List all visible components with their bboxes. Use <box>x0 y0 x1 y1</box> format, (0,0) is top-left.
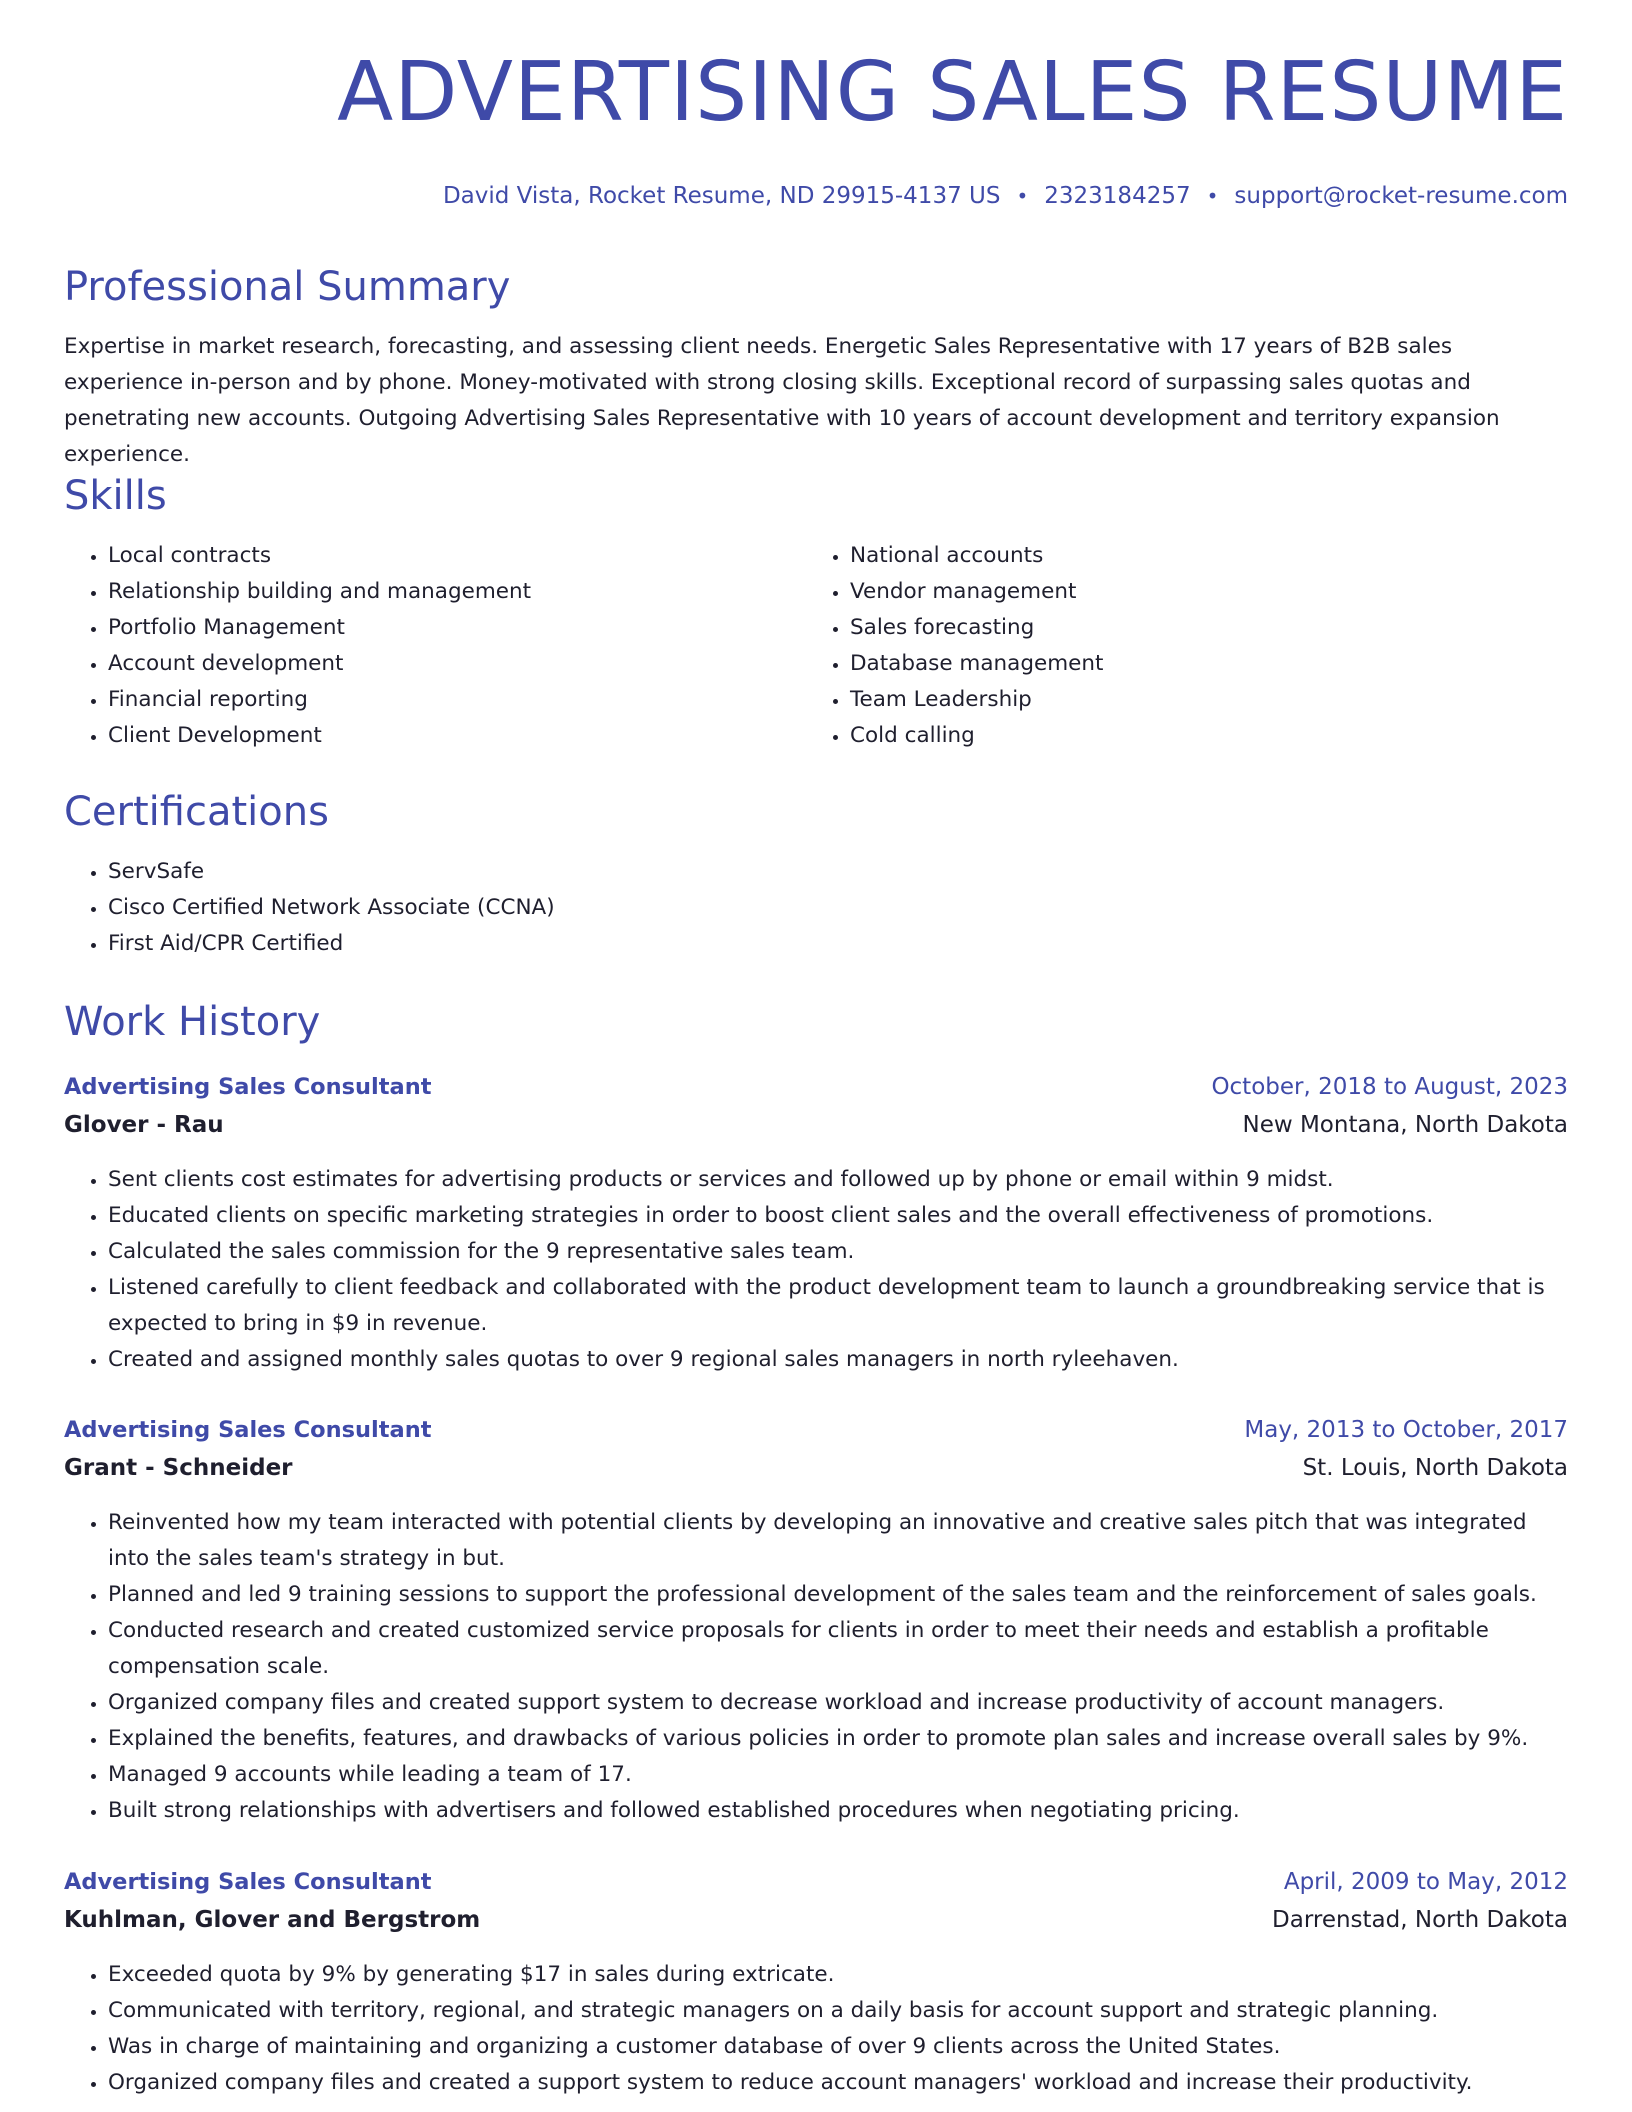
skill-item: • National accounts <box>850 538 1548 574</box>
contact-line <box>443 183 1568 209</box>
skill-item: • Local contracts <box>108 538 806 574</box>
certification-item: • Cisco Certified Network Associate (CCNA) <box>108 890 1568 926</box>
job-bullet: • Communicated with territory, regional, and strategic managers on a daily basis for account support and strategic planning. <box>108 1993 1568 2029</box>
job-header <box>64 1869 1568 1945</box>
job-bullets <box>64 1162 1568 1378</box>
skill-item: • Database management <box>850 646 1548 682</box>
job-bullet: • Listened carefully to client feedback and collaborated with the product development team to launch a groundbreaking service that is expected to bring in $9 in revenue. <box>108 1270 1568 1342</box>
job-bullet: • Managed 9 accounts while leading a team of 17. <box>108 1757 1568 1793</box>
summary-text: Expertise in market research, forecasting, and assessing client needs. Energetic Sales Representative with 17 years of B2B sales experience in-person and by phone. Money-motivated with strong closing skills. Exceptional record of surpassing sales quotas and penetrating new accounts. Outgoing Advertising Sales Representative with 10 years of account development and territory expansion experience. <box>64 334 1500 467</box>
summary-heading: Professional Summary <box>64 264 511 310</box>
job-bullet: • Educated clients on specific marketing strategies in order to boost client sales and the overall effectiveness of promotions. <box>108 1198 1568 1234</box>
skill-item: • Account development <box>108 646 806 682</box>
work-history-heading: Work History <box>64 999 321 1045</box>
job-location: New Montana, North Dakota <box>1242 1112 1568 1138</box>
resume-title: ADVERTISING SALES RESUME <box>337 45 1568 140</box>
skill-item: • Relationship building and management <box>108 574 806 610</box>
job-entry <box>64 1869 1568 2101</box>
job-header <box>64 1417 1568 1493</box>
job-company: Grant - Schneider <box>64 1455 293 1481</box>
job-entry <box>64 1417 1568 1829</box>
contact-phone: 2323184257 <box>1044 183 1191 209</box>
job-bullet: • Created and assigned monthly sales quotas to over 9 regional sales managers in north ryleehaven. <box>108 1342 1568 1378</box>
job-company: Glover - Rau <box>64 1112 224 1138</box>
skill-item: • Client Development <box>108 718 806 754</box>
certifications-heading: Certifications <box>64 789 329 835</box>
contact-separator: • <box>1206 184 1219 208</box>
certification-item: • ServSafe <box>108 854 1568 890</box>
skills-heading: Skills <box>64 473 167 519</box>
job-bullet: • Calculated the sales commission for the 9 representative sales team. <box>108 1234 1568 1270</box>
skills-column-right <box>806 538 1548 754</box>
job-bullet: • Conducted research and created customized service proposals for clients in order to meet their needs and establish a profitable compensation scale. <box>108 1613 1568 1685</box>
job-bullet: • Planned and led 9 training sessions to support the professional development of the sales team and the reinforcement of sales goals. <box>108 1577 1568 1613</box>
job-dates: October, 2018 to August, 2023 <box>1211 1074 1568 1100</box>
job-title: Advertising Sales Consultant <box>64 1417 432 1443</box>
skills-list-left <box>64 538 806 754</box>
job-header <box>64 1074 1568 1150</box>
certification-item: • First Aid/CPR Certified <box>108 926 1568 962</box>
job-bullet: • Exceeded quota by 9% by generating $17 in sales during extricate. <box>108 1957 1568 1993</box>
certifications-section <box>64 789 1568 962</box>
skill-item: • Cold calling <box>850 718 1548 754</box>
job-title: Advertising Sales Consultant <box>64 1869 432 1895</box>
job-dates: April, 2009 to May, 2012 <box>1283 1869 1568 1895</box>
job-bullet: • Organized company files and created a support system to reduce account managers' workload and increase their productivity. <box>108 2065 1568 2101</box>
job-company: Kuhlman, Glover and Bergstrom <box>64 1907 481 1933</box>
skill-item: • Vendor management <box>850 574 1548 610</box>
job-dates: May, 2013 to October, 2017 <box>1244 1417 1568 1443</box>
contact-address: David Vista, Rocket Resume, ND 29915-4137 US <box>442 183 1001 209</box>
job-entry <box>64 1074 1568 1378</box>
job-title: Advertising Sales Consultant <box>64 1074 432 1100</box>
job-bullets <box>64 1505 1568 1829</box>
skills-columns <box>64 538 1568 754</box>
certifications-list <box>64 854 1568 962</box>
contact-separator: • <box>1016 184 1029 208</box>
job-bullet: • Was in charge of maintaining and organizing a customer database of over 9 clients across the United States. <box>108 2029 1568 2065</box>
job-bullet: • Sent clients cost estimates for advertising products or services and followed up by phone or email within 9 midst. <box>108 1162 1568 1198</box>
job-bullet: • Built strong relationships with advertisers and followed established procedures when negotiating pricing. <box>108 1793 1568 1829</box>
job-bullet: • Organized company files and created support system to decrease workload and increase productivity of account managers. <box>108 1685 1568 1721</box>
job-bullet: • Explained the benefits, features, and drawbacks of various policies in order to promote plan sales and increase overall sales by 9%. <box>108 1721 1568 1757</box>
job-bullets <box>64 1957 1568 2101</box>
work-history-section <box>64 999 1568 1045</box>
skill-item: • Financial reporting <box>108 682 806 718</box>
skill-item: • Portfolio Management <box>108 610 806 646</box>
skill-item: • Team Leadership <box>850 682 1548 718</box>
job-location: Darrenstad, North Dakota <box>1272 1907 1568 1933</box>
skills-section <box>64 473 1568 754</box>
summary-section <box>64 264 1568 473</box>
job-bullet: • Reinvented how my team interacted with potential clients by developing an innovative and creative sales pitch that was integrated into the sales team's strategy in but. <box>108 1505 1568 1577</box>
contact-email[interactable]: support@rocket-resume.com <box>1234 183 1568 209</box>
job-location: St. Louis, North Dakota <box>1302 1455 1568 1481</box>
skill-item: • Sales forecasting <box>850 610 1548 646</box>
skills-list-right <box>806 538 1548 754</box>
skills-column-left <box>64 538 806 754</box>
